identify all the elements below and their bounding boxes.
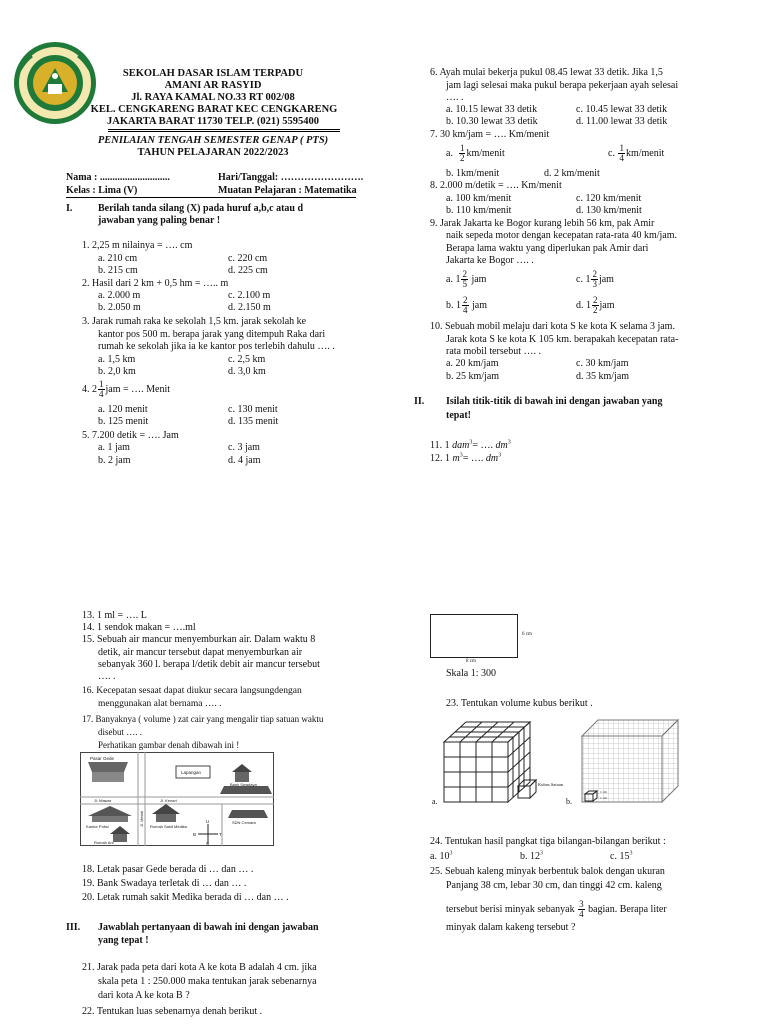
- q1-option-a[interactable]: a. 210 cm: [98, 253, 138, 264]
- q1-option-c[interactable]: c. 220 cm: [228, 253, 268, 264]
- q6-option-a[interactable]: a. 10.15 lewat 33 detik: [446, 104, 538, 115]
- q8-option-d[interactable]: d. 130 km/menit: [576, 205, 642, 216]
- question-1: 1. 2,25 m nilainya = …. cm: [82, 240, 193, 251]
- small-dim-1: 1 cm: [600, 790, 607, 794]
- q9-option-c[interactable]: c. 1 $\frac{2}{3}$ jam: [576, 269, 614, 289]
- question-22: 22. Tentukan luas sebenarnya denah berikut .: [82, 1006, 263, 1017]
- q4-option-a[interactable]: a. 120 menit: [98, 404, 148, 415]
- compass-b: B: [193, 832, 197, 837]
- compass-u: U: [206, 819, 210, 824]
- q2-option-d[interactable]: d. 2.150 m: [228, 302, 271, 313]
- question-9-line-4: Jakarta ke Bogor …. .: [446, 255, 534, 266]
- map-label-jl-kenari: Jl. Kenari: [160, 798, 177, 803]
- section-2-instruction: Isilah titik-titik di bawah ini dengan jawaban yang: [446, 396, 663, 407]
- name-field: Nama : ............................: [66, 172, 170, 183]
- school-name: AMANI AR RASYID: [164, 80, 262, 91]
- section-3-number: III.: [66, 922, 81, 933]
- q3-option-d[interactable]: d. 3,0 km: [228, 366, 266, 377]
- question-9: 9. Jarak Jakarta ke Bogor kurang lebih 56 km, pak Amir: [430, 218, 655, 229]
- exam-year: TAHUN PELAJARAN 2022/2023: [137, 147, 289, 158]
- map-label-rs: Rumah Sakit Medika: [150, 824, 187, 829]
- question-15: 15. Sebuah air mancur menyemburkan air. Dalam waktu 8: [82, 634, 316, 645]
- q3-option-b[interactable]: b. 2,0 km: [98, 366, 136, 377]
- floor-plan-rectangle: [430, 614, 518, 658]
- q5-option-b[interactable]: b. 2 jam: [98, 455, 131, 466]
- question-8: 8. 2.000 m/detik = …. Km/menit: [430, 180, 562, 191]
- q7-option-b[interactable]: b. 1km/menit: [446, 168, 500, 179]
- q6-option-c[interactable]: c. 10.45 lewat 33 detik: [576, 104, 668, 115]
- question-16: 16. Kecepatan sesaat dapat diukur secara langsungdengan: [82, 686, 302, 696]
- q24-part-b: b. $12^3$: [520, 850, 543, 862]
- section-3-instruction-2: yang tepat !: [98, 935, 149, 946]
- q10-option-a[interactable]: a. 20 km/jam: [446, 358, 499, 369]
- q24-part-c: c. $15^3$: [610, 850, 633, 862]
- question-21-line-2: skala peta 1 : 250.000 maka tentukan jarak sebenarnya: [98, 976, 317, 987]
- subject-field: Muatan Pelajaran : Matematika: [218, 185, 357, 196]
- map-label-rumah-ani: Rumah Ani: [94, 840, 114, 845]
- cube-b-label: b.: [566, 797, 572, 806]
- question-10-line-3: rata mobil tersebut …. .: [446, 346, 541, 357]
- question-24: 24. Tentukan hasil pangkat tiga bilangan-bilangan berikut :: [430, 836, 666, 847]
- scale-label: Skala 1: 300: [446, 668, 496, 679]
- question-10-line-2: Jarak kota S ke kota K 105 km. berapakah kecepatan rata-: [446, 334, 679, 345]
- question-21: 21. Jarak pada peta dari kota A ke kota B adalah 4 cm. jika: [82, 962, 317, 973]
- school-address-1: Jl. RAYA KAMAL NO.33 RT 002/08: [131, 92, 295, 103]
- question-21-line-3: dari kota A ke kota B ?: [98, 990, 190, 1001]
- school-address-3: JAKARTA BARAT 11730 TELP. (021) 5595400: [107, 116, 319, 127]
- q2-option-b[interactable]: b. 2.050 m: [98, 302, 141, 313]
- q9-option-d[interactable]: d. 1 $\frac{2}{2}$ jam: [576, 295, 615, 315]
- question-6-line-2: jam lagi selesai maka pukul berapa pekerjaan ayah selesai: [446, 80, 679, 91]
- question-9-line-2: naik sepeda motor dengan kecepatan rata-rata 40 km/jam.: [446, 230, 678, 241]
- question-16-line-2: menggunakan alat bernama …. .: [98, 699, 222, 709]
- question-2: 2. Hasil dari 2 km + 0,5 hm = ….. m: [82, 278, 229, 289]
- section-3-instruction: Jawablah pertanyaan di bawah ini dengan jawaban: [98, 922, 319, 933]
- identity-divider: [66, 197, 356, 198]
- question-20: 20. Letak rumah sakit Medika berada di … dan … .: [82, 892, 289, 903]
- q2-option-c[interactable]: c. 2.100 m: [228, 290, 271, 301]
- question-25: 25. Sebuah kaleng minyak berbentuk balok dengan ukuran: [430, 866, 665, 877]
- rect-bottom-label: 8 cm: [466, 659, 476, 664]
- question-18: 18. Letak pasar Gede berada di … dan … .: [82, 864, 254, 875]
- question-25-line-4: minyak dalam kakeng tersebut ?: [446, 922, 576, 933]
- unit-cube-drawing: [516, 778, 538, 800]
- question-15-line-3: sebanyak 360 l. berapa l/detik debit air mancur tersebut: [98, 659, 320, 670]
- map-label-sdn: SDN Cemara: [232, 820, 256, 825]
- q4-option-c[interactable]: c. 130 menit: [228, 404, 278, 415]
- cube-a-label: a.: [432, 797, 438, 806]
- q7-option-d[interactable]: d. 2 km/menit: [544, 168, 600, 179]
- q5-option-a[interactable]: a. 1 jam: [98, 442, 130, 453]
- section-2-number: II.: [414, 396, 425, 407]
- question-19: 19. Bank Swadaya terletak di … dan … .: [82, 878, 247, 889]
- school-address-2: KEL. CENGKARENG BARAT KEC CENGKARENG: [90, 104, 338, 115]
- q4-option-b[interactable]: b. 125 menit: [98, 416, 149, 427]
- question-14: 14. 1 sendok makan = ….ml: [82, 622, 196, 633]
- q10-option-d[interactable]: d. 35 km/jam: [576, 371, 630, 382]
- question-17-line-2: disebut …. .: [98, 727, 142, 737]
- question-6: 6. Ayah mulai bekerja pukul 08.45 lewat 33 detik. Jika 1,5: [430, 67, 663, 78]
- question-7: 7. 30 km/jam = …. Km/menit: [430, 129, 550, 140]
- q4-option-d[interactable]: d. 135 menit: [228, 416, 279, 427]
- question-17: 17. Banyaknya ( volume ) zat cair yang mengalir tiap satuan waktu: [82, 714, 324, 724]
- header-divider-2: [108, 131, 340, 132]
- section-1-instruction-2: jawaban yang paling benar !: [98, 215, 221, 226]
- q10-option-c[interactable]: c. 30 km/jam: [576, 358, 629, 369]
- map-label-pasar: Pasar Gede: [90, 756, 115, 761]
- q24-part-a: a. $10^3$: [430, 850, 453, 862]
- q10-option-b[interactable]: b. 25 km/jam: [446, 371, 500, 382]
- question-4: 4. 2 $\frac{1}{4}$ jam = …. Menit: [82, 379, 171, 399]
- map-label-jl-mawar: Jl. Mawar: [94, 798, 112, 803]
- q8-option-b[interactable]: b. 110 km/menit: [446, 205, 512, 216]
- q8-option-a[interactable]: a. 100 km/menit: [446, 193, 512, 204]
- small-unit-cube: [584, 790, 598, 802]
- question-25-line-2: Panjang 38 cm, lebar 30 cm, dan tinggi 42 cm. kaleng: [446, 880, 662, 891]
- unit-cube-label: Kubus Satuan: [538, 782, 564, 787]
- q6-option-d[interactable]: d. 11.00 lewat 33 detik: [576, 116, 668, 127]
- school-type: SEKOLAH DASAR ISLAM TERPADU: [122, 68, 304, 79]
- section-2-instruction-2: tepat!: [446, 410, 471, 421]
- question-5: 5. 7.200 detik = …. Jam: [82, 430, 179, 441]
- question-3-line-2: kantor pos 500 m. berapa jarak yang ditempuh Raka dari: [98, 329, 326, 340]
- map-label-bank: Bank Swadaya: [230, 782, 257, 787]
- q7-option-c[interactable]: c. $\frac{1}{4}$ km/menit: [608, 143, 665, 163]
- exam-title: PENILAIAN TENGAH SEMESTER GENAP ( PTS): [97, 135, 329, 146]
- question-11: 11. 1 dam$^3$= …. $dm^3$: [430, 439, 511, 451]
- q3-option-a[interactable]: a. 1,5 km: [98, 354, 136, 365]
- map-label-lapangan: Lapangan: [181, 770, 202, 775]
- map-label-kantor-polisi: Kantor Polisi: [86, 824, 109, 829]
- question-23: 23. Tentukan volume kubus berikut .: [446, 698, 593, 709]
- date-field: Hari/Tanggal: …………………….: [218, 172, 364, 183]
- q8-option-c[interactable]: c. 120 km/menit: [576, 193, 642, 204]
- q1-option-b[interactable]: b. 215 cm: [98, 265, 138, 276]
- map-label-jl-melati: Jl. Melati: [139, 811, 144, 827]
- q2-option-a[interactable]: a. 2.000 m: [98, 290, 141, 301]
- question-12: 12. 1 $m^3=$ …. $dm^3$: [430, 452, 502, 464]
- q9-option-b[interactable]: b. 1 $\frac{2}{4}$ jam: [446, 295, 487, 315]
- question-3-line-3: rumah ke sekolah jika ia ke kantor pos terlebih dahulu …. .: [98, 341, 335, 352]
- q3-option-c[interactable]: c. 2,5 km: [228, 354, 266, 365]
- q9-option-a[interactable]: a. 1 $\frac{2}{5}$ jam: [446, 269, 487, 289]
- section-1-instruction: Berilah tanda silang (X) pada huruf a,b,c atau d: [98, 203, 304, 214]
- rect-side-label: 6 cm: [522, 632, 532, 637]
- map-intro: Perhatikan gambar denah dibawah ini !: [98, 740, 240, 750]
- question-9-line-3: Berapa lama waktu yang diperlukan pak Amir dari: [446, 243, 649, 254]
- section-1-number: I.: [66, 203, 73, 214]
- question-6-line-3: …. .: [446, 92, 464, 103]
- neighborhood-map: [80, 752, 274, 846]
- class-field: Kelas : Lima (V): [66, 185, 138, 196]
- small-dim-2: 1 cm: [600, 796, 607, 800]
- q6-option-b[interactable]: b. 10.30 lewat 33 detik: [446, 116, 538, 127]
- question-10: 10. Sebuah mobil melaju dari kota S ke kota K selama 3 jam.: [430, 321, 675, 332]
- question-15-line-2: detik, air mancur tersebut dapat menyemburkan air: [98, 647, 303, 658]
- q7-option-a[interactable]: a. $\frac{1}{2}$ km/menit: [446, 143, 505, 163]
- header-divider: [108, 129, 340, 130]
- q1-option-d[interactable]: d. 225 cm: [228, 265, 268, 276]
- q5-option-d[interactable]: d. 4 jam: [228, 455, 261, 466]
- compass-s: S: [206, 841, 210, 846]
- compass-t: T: [219, 832, 222, 837]
- question-25-line-3: tersebut berisi minyak sebanyak $\frac{3}{4}$ bagian. Berapa liter: [446, 899, 667, 919]
- question-3: 3. Jarak rumah raka ke sekolah 1,5 km. jarak sekolah ke: [82, 316, 307, 327]
- question-13: 13. 1 ml = …. L: [82, 610, 147, 621]
- question-15-line-4: …. .: [98, 671, 116, 682]
- q5-option-c[interactable]: c. 3 jam: [228, 442, 260, 453]
